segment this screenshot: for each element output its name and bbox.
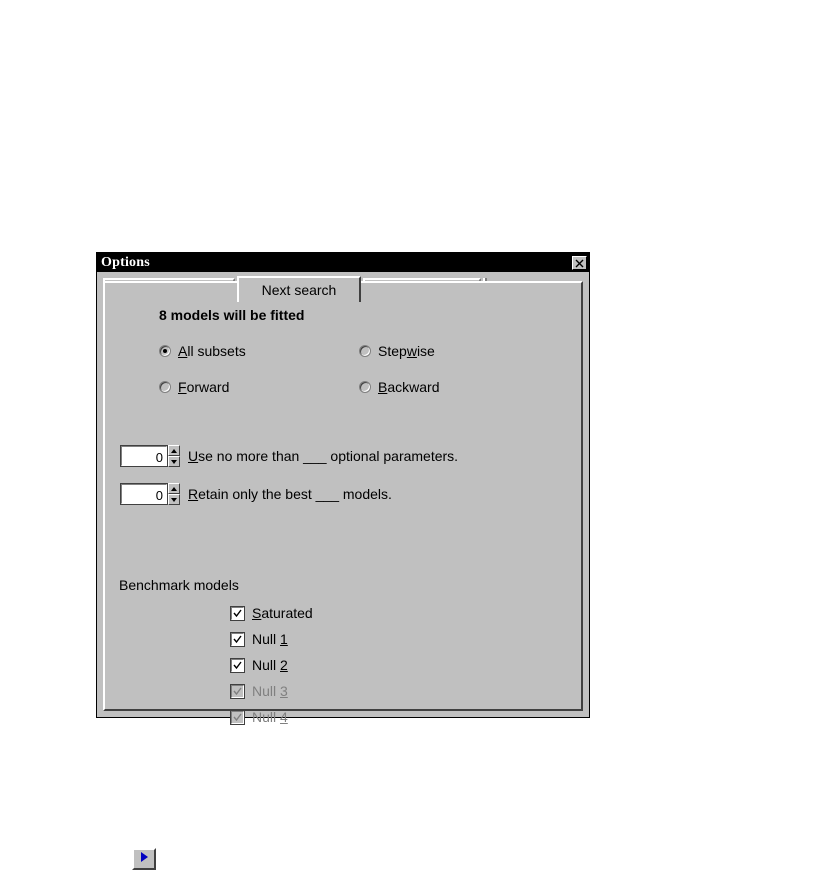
play-right-icon <box>139 850 149 868</box>
tab-next-search[interactable] <box>237 276 361 302</box>
stepper-down-icon[interactable] <box>168 456 180 467</box>
dialog-title: Options <box>101 254 150 270</box>
checkbox-label: Null 3 <box>252 683 288 699</box>
checkbox-indicator <box>231 685 244 698</box>
radio-stepwise[interactable] <box>359 343 435 359</box>
next-search-page <box>103 281 583 725</box>
radio-label: Stepwise <box>378 343 435 359</box>
retain-best-models-label: Retain only the best ___ models. <box>188 486 392 502</box>
tab-label: Next search <box>261 282 337 298</box>
optional-parameters-stepper[interactable] <box>168 445 180 467</box>
optional-parameters-label: Use no more than ___ optional parameters. <box>188 448 459 464</box>
checkbox-indicator <box>231 633 244 646</box>
checkbox-indicator <box>231 607 244 620</box>
checkbox-null-4 <box>231 709 288 725</box>
checkbox-indicator <box>231 711 244 724</box>
benchmark-models-label: Benchmark models <box>119 577 239 593</box>
checkbox-label: Null 1 <box>252 631 288 647</box>
options-dialog <box>96 252 590 725</box>
checkbox-indicator <box>231 659 244 672</box>
checkbox-saturated[interactable] <box>231 605 313 621</box>
optional-parameters-input[interactable] <box>121 446 167 466</box>
checkbox-label: Saturated <box>252 605 313 621</box>
stepper-down-icon[interactable] <box>168 494 180 505</box>
checkbox-null-2[interactable] <box>231 657 288 673</box>
radio-label: Backward <box>378 379 440 395</box>
checkbox-null-3 <box>231 683 288 699</box>
radio-all-subsets[interactable] <box>159 343 246 359</box>
stepper-up-icon[interactable] <box>168 483 180 494</box>
radio-indicator <box>159 381 171 393</box>
radio-indicator <box>359 345 371 357</box>
radio-backward[interactable] <box>359 379 439 395</box>
radio-indicator <box>159 345 171 357</box>
models-count-note: 8 models will be fitted <box>159 307 305 323</box>
radio-indicator <box>359 381 371 393</box>
retain-best-models-stepper[interactable] <box>168 483 180 505</box>
title-bar <box>97 253 589 272</box>
radio-label: Forward <box>178 379 230 395</box>
next-nav-button[interactable] <box>132 848 156 870</box>
radio-forward[interactable] <box>159 379 229 395</box>
checkbox-label: Null 4 <box>252 709 288 725</box>
close-button[interactable] <box>572 256 587 270</box>
optional-parameters-row <box>121 445 458 467</box>
checkbox-label: Null 2 <box>252 657 288 673</box>
checkbox-null-1[interactable] <box>231 631 288 647</box>
retain-best-models-input[interactable] <box>121 484 167 504</box>
radio-label: All subsets <box>178 343 246 359</box>
stepper-up-icon[interactable] <box>168 445 180 456</box>
retain-best-models-row <box>121 483 392 505</box>
